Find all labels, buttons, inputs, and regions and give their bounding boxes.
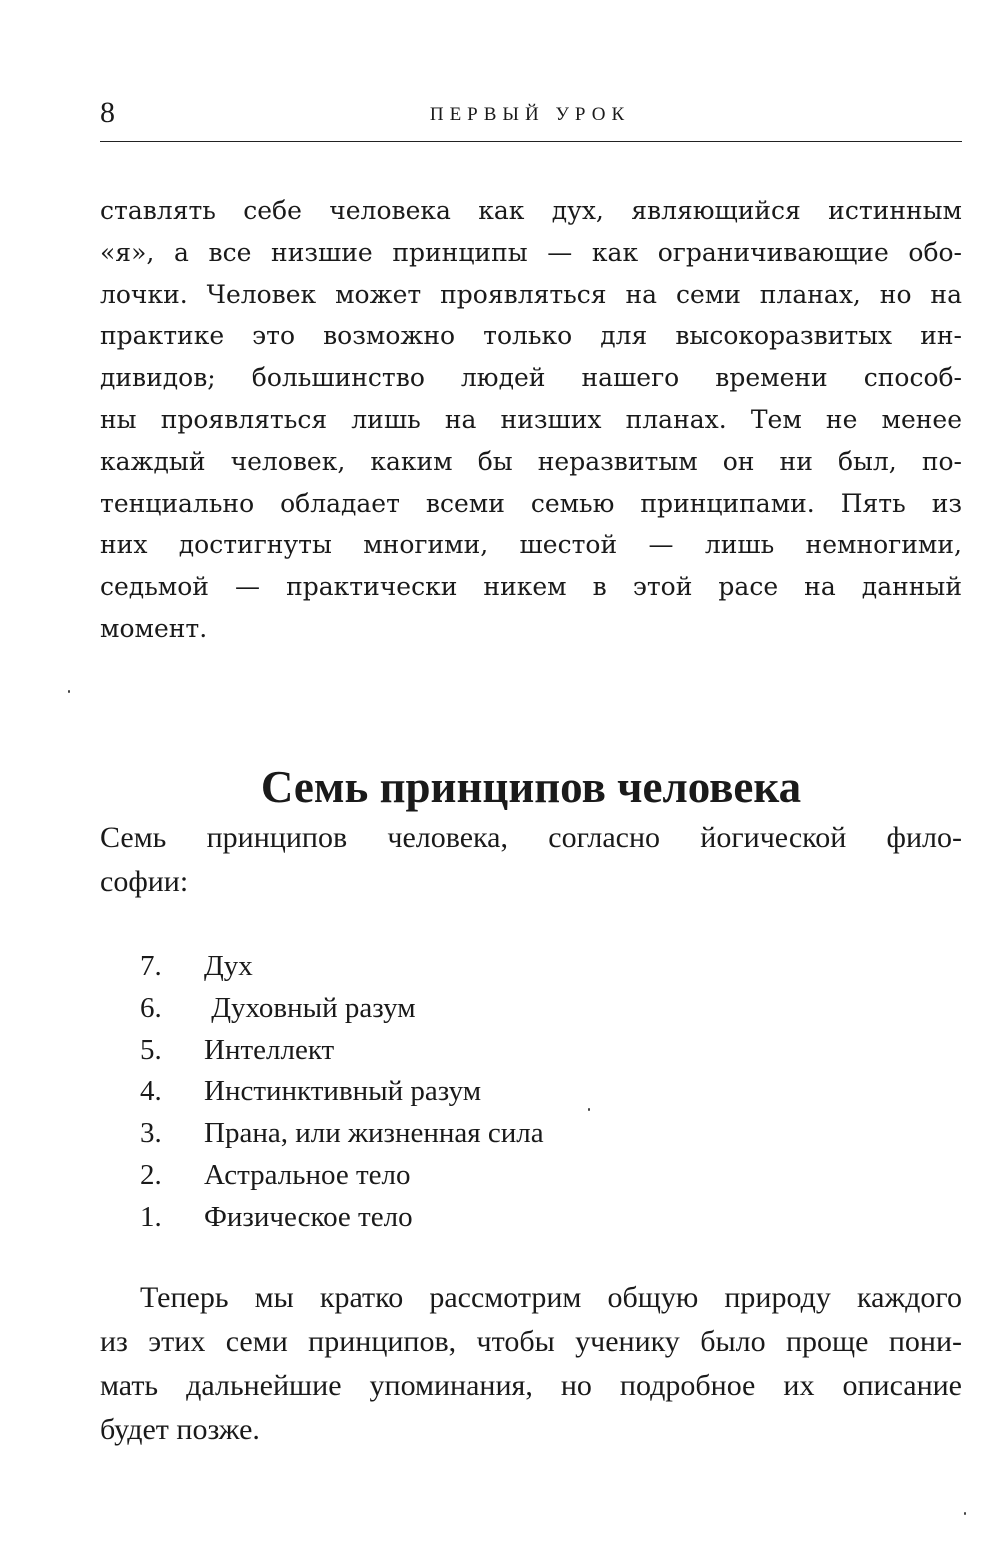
list-label: Интеллект — [204, 1033, 335, 1066]
text-line: из этих семи принципов, чтобы ученику было проще пони- — [100, 1325, 962, 1358]
page-number: 8 — [100, 96, 115, 129]
principles-list — [140, 946, 544, 1239]
list-item — [140, 1197, 544, 1239]
scan-speck — [588, 1108, 590, 1111]
text-line: Семь принципов человека, согласно йогической фило- — [100, 821, 962, 854]
list-number: 1. — [140, 1200, 162, 1233]
list-label: Духовный разум — [204, 991, 416, 1024]
scan-speck — [964, 1512, 966, 1515]
list-number: 5. — [140, 1033, 162, 1066]
list-number: 7. — [140, 950, 162, 982]
list-item — [140, 946, 544, 988]
running-header — [100, 95, 960, 135]
text-line: каждый человек, каким бы неразвитым он ни был, по- — [100, 446, 962, 476]
text-line: будет позже. — [100, 1413, 260, 1446]
list-label: Прана, или жизненная сила — [204, 1117, 544, 1150]
paragraph-continuation — [100, 190, 962, 650]
list-item — [140, 988, 544, 1030]
text-line: практике это возможно только для высокоразвитых ин- — [100, 321, 962, 351]
paragraph-intro — [100, 816, 962, 904]
paragraph-closing — [100, 1276, 962, 1452]
text-line: ны проявляться лишь на низших планах. Тем не менее — [100, 404, 962, 434]
section-heading: Семь принципов человека — [260, 762, 802, 813]
text-line: них достигнуты многими, шестой — лишь немногими, — [100, 530, 962, 560]
scan-speck — [68, 690, 70, 693]
text-line: «я», а все низшие принципы — как ограничивающие обо- — [100, 237, 962, 267]
list-label: Астральное тело — [204, 1158, 411, 1191]
list-number: 4. — [140, 1075, 162, 1108]
list-item — [140, 1071, 544, 1113]
chapter-title: ПЕРВЫЙ УРОК — [429, 104, 631, 125]
text-line: Теперь мы кратко рассмотрим общую природу каждого — [140, 1281, 962, 1314]
text-line: тенциально обладает всеми семью принципами. Пять из — [100, 488, 962, 518]
text-line: лочки. Человек может проявляться на семи планах, но на — [100, 279, 962, 309]
header-rule — [100, 141, 962, 142]
list-number: 6. — [140, 991, 162, 1024]
list-label: Физическое тело — [204, 1200, 413, 1233]
text-line: седьмой — практически никем в этой расе на данный — [100, 572, 962, 602]
list-label: Дух — [204, 950, 253, 982]
list-item — [140, 1030, 544, 1072]
text-line: дивидов; большинство людей нашего времени способ- — [100, 363, 962, 393]
text-line: мать дальнейшие упоминания, но подробное их описание — [100, 1369, 962, 1402]
text-line: ставлять себе человека как дух, являющийся истинным — [100, 196, 962, 225]
list-item — [140, 1155, 544, 1197]
list-number: 3. — [140, 1117, 162, 1150]
list-label: Инстинктивный разум — [204, 1075, 482, 1108]
list-item — [140, 1113, 544, 1155]
text-line: софии: — [100, 865, 189, 898]
list-number: 2. — [140, 1158, 162, 1191]
text-line: момент. — [100, 613, 208, 643]
